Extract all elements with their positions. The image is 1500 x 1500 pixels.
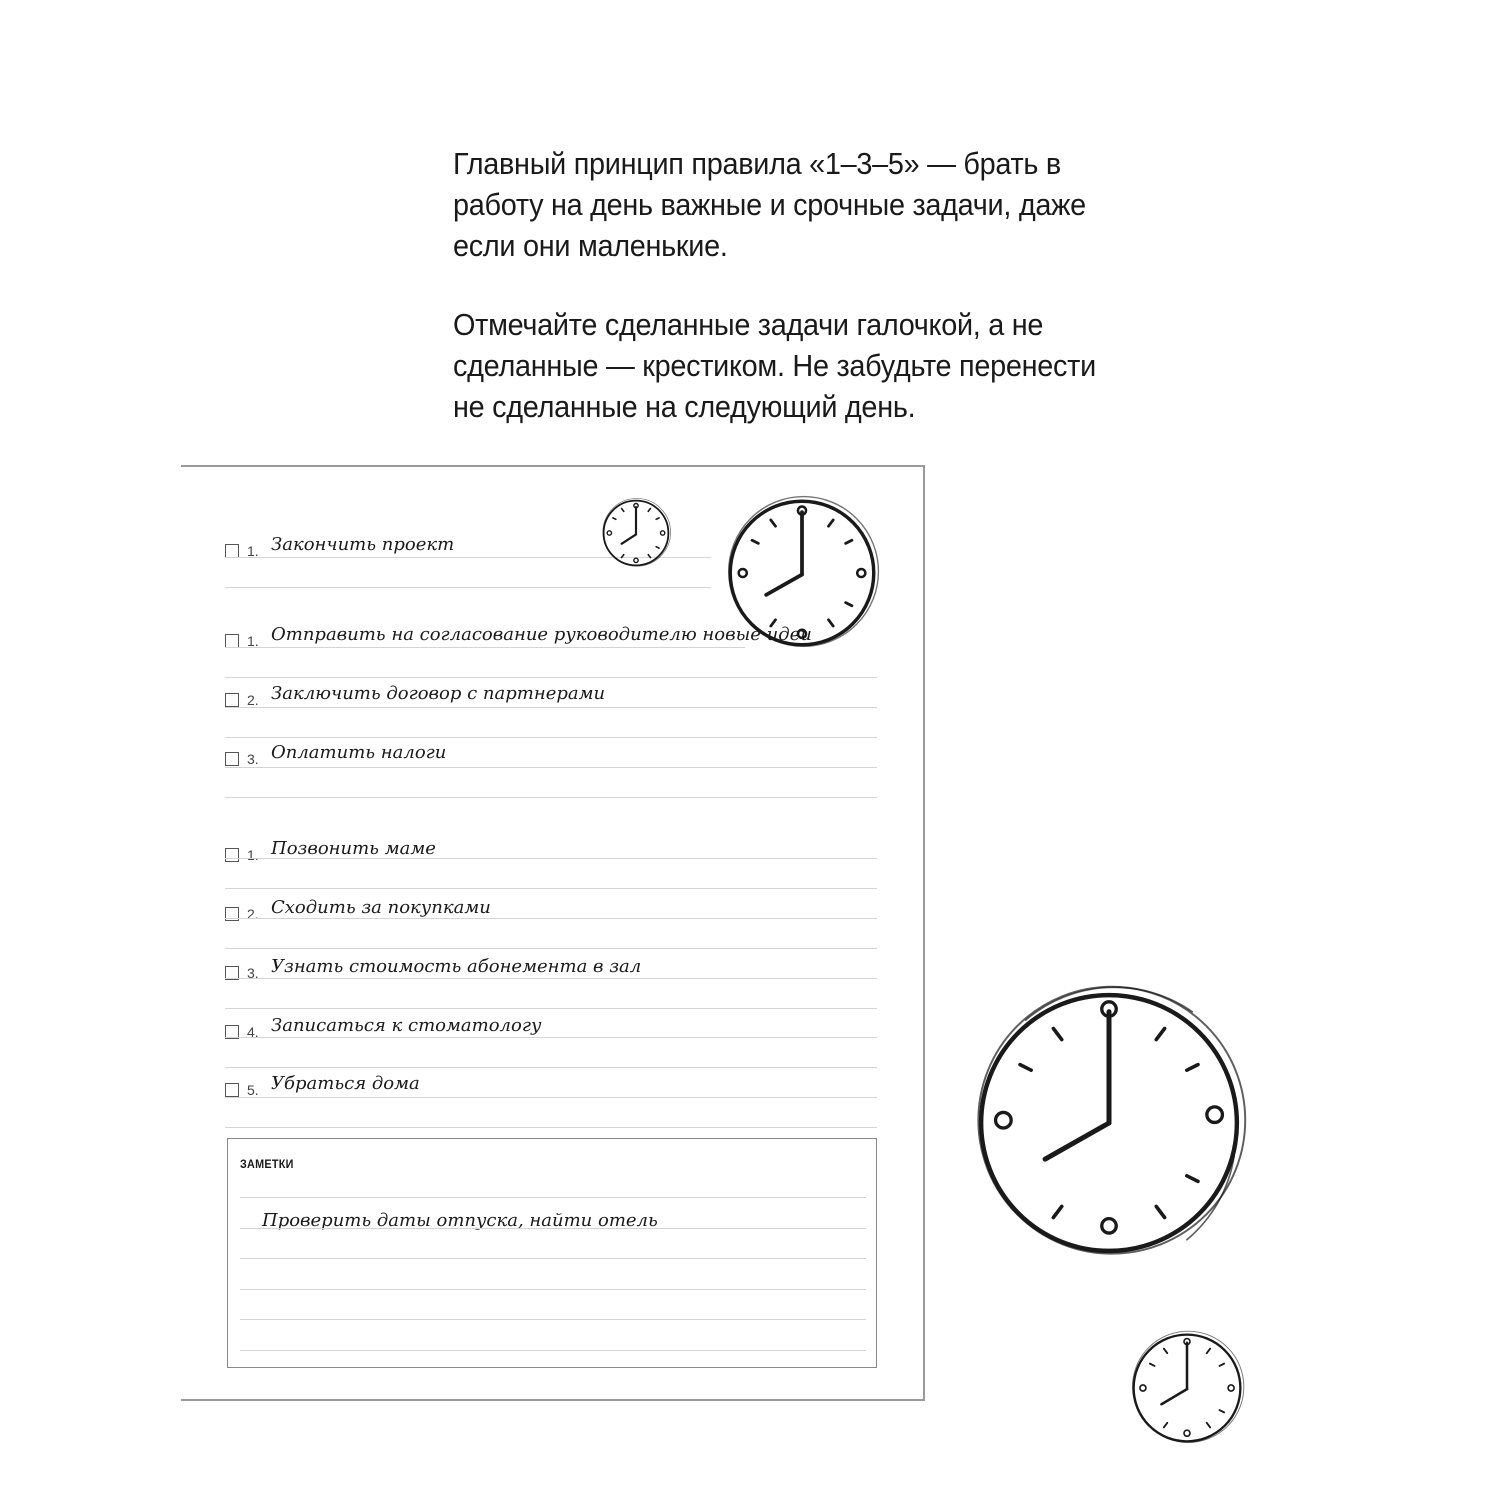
- ruled-line: [225, 1008, 877, 1009]
- ruled-line: [240, 1258, 866, 1259]
- ruled-line: [225, 767, 877, 768]
- task-number: 5.: [247, 1082, 259, 1098]
- ruled-line: [225, 707, 877, 708]
- ruled-line: [225, 587, 711, 588]
- clock-icon: [968, 984, 1250, 1262]
- checkbox-icon[interactable]: [225, 1083, 239, 1097]
- ruled-line: [225, 1097, 877, 1098]
- notes-box[interactable]: [227, 1138, 877, 1368]
- ruled-line: [225, 737, 877, 738]
- checkbox-icon[interactable]: [225, 544, 239, 558]
- checkbox-icon[interactable]: [225, 848, 239, 862]
- task-number: 3.: [247, 751, 259, 767]
- ruled-line: [225, 647, 745, 648]
- intro-text: [453, 143, 1123, 465]
- task-text: Убраться дома: [271, 1073, 420, 1094]
- clock-icon: [723, 495, 881, 651]
- clock-icon: [1126, 1330, 1248, 1446]
- ruled-line: [225, 978, 877, 979]
- task-text: Оплатить налоги: [271, 742, 447, 763]
- checkbox-icon[interactable]: [225, 752, 239, 766]
- task-text: Заключить договор с партнерами: [271, 683, 606, 704]
- ruled-line: [225, 1127, 877, 1128]
- task-number: 3.: [247, 965, 259, 981]
- ruled-line: [225, 858, 877, 859]
- task-number: 4.: [247, 1024, 259, 1040]
- ruled-line: [225, 1067, 877, 1068]
- notes-text: Проверить даты отпуска, найти отель: [262, 1210, 658, 1231]
- task-text: Сходить за покупками: [271, 897, 491, 918]
- task-number: 1.: [247, 543, 259, 559]
- task-number: 1.: [247, 847, 259, 863]
- intro-paragraph-2: Отмечайте сделанные задачи галочкой, а не сделанные — крестиком. Не забудьте перенести не сделанные на следующий день.: [453, 307, 1096, 424]
- task-text: Закончить проект: [271, 534, 455, 555]
- task-text: Узнать стоимость абонемента в зал: [271, 956, 642, 977]
- ruled-line: [225, 918, 877, 919]
- ruled-line: [240, 1319, 866, 1320]
- ruled-line: [225, 888, 877, 889]
- ruled-line: [225, 677, 877, 678]
- intro-paragraph-1: Главный принцип правила «1–3–5» — брать в работу на день важные и срочные задачи, даже если они маленькие.: [453, 146, 1086, 263]
- task-text: Отправить на согласование руководителю новые идеи: [271, 624, 812, 645]
- ruled-line: [240, 1350, 866, 1351]
- notes-title: ЗАМЕТКИ: [240, 1157, 294, 1171]
- checkbox-icon[interactable]: [225, 634, 239, 648]
- ruled-line: [225, 797, 877, 798]
- task-text: Позвонить маме: [271, 838, 436, 859]
- ruled-line: [240, 1289, 866, 1290]
- task-text: Записаться к стоматологу: [271, 1015, 542, 1036]
- ruled-line: [225, 1037, 877, 1038]
- task-number: 2.: [247, 692, 259, 708]
- ruled-line: [240, 1197, 866, 1198]
- ruled-line: [225, 948, 877, 949]
- checkbox-icon[interactable]: [225, 693, 239, 707]
- task-number: 2.: [247, 906, 259, 922]
- task-number: 1.: [247, 633, 259, 649]
- ruled-line: [240, 1228, 866, 1229]
- clock-icon: [599, 497, 673, 569]
